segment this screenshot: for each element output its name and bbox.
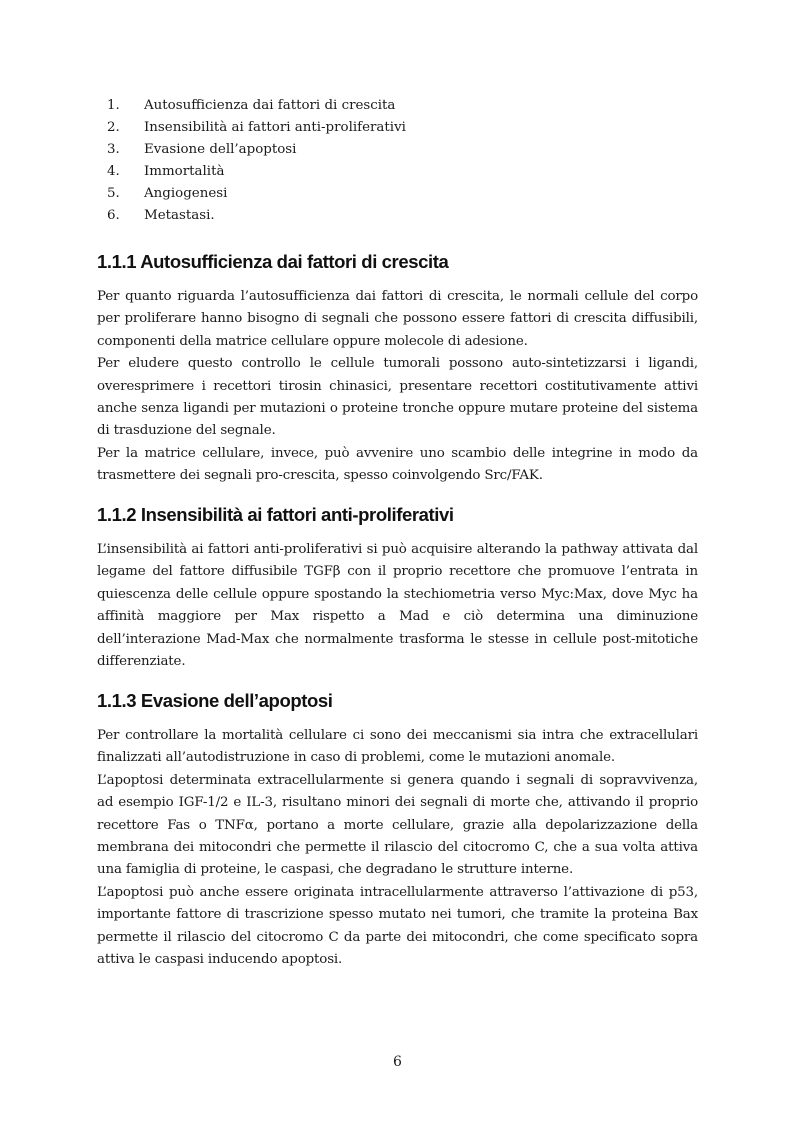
list-text: Evasione dell’apoptosi (144, 142, 297, 157)
list-number: 6. (107, 208, 120, 223)
list-item (97, 205, 406, 227)
paragraph: Per eludere questo controllo le cellule tumorali possono auto-sintetizzarsi i ligandi, overesprimere i recettori tirosin chinasici, presentare recettori costitutivamente attivi anche senza ligandi per mutazioni o proteine tronche oppure mutare proteine del sistema di trasduzione del segnale. (97, 356, 698, 439)
list-item (97, 117, 406, 139)
section-heading: 1.1.3 Evasione dell’apoptosi (97, 690, 333, 711)
list-text: Immortalità (144, 164, 225, 179)
section-insensibilita (97, 502, 698, 673)
list-number: 2. (107, 120, 120, 135)
paragraph: Per la matrice cellulare, invece, può avvenire uno scambio delle integrine in modo da trasmettere dei segnali pro-crescita, spesso coinvolgendo Src/FAK. (97, 445, 698, 484)
paragraph: Per controllare la mortalità cellulare ci sono dei meccanismi sia intra che extracellulari finalizzati all’autodistruzione in caso di problemi, come le mutazioni anomale. (97, 728, 698, 766)
section-autosufficienza (97, 249, 698, 488)
paragraph: L’insensibilità ai fattori anti-proliferativi si può acquisire alterando la pathway attivata dal legame del fattore diffusibile TGFβ con il proprio recettore che promuove l’entrata in quiescenza delle cellule oppure spostando la stechiometria verso Myc:Max, dove Myc ha affinità maggiore per Max rispetto a Mad e ciò determina una diminuzione dell’interazione Mad-Max che normalmente trasforma le stesse in cellule post-mitotiche differenziate. (97, 542, 698, 670)
paragraph: L’apoptosi determinata extracellularmente si genera quando i segnali di sopravvivenza, ad esempio IGF-1/2 e IL-3, risultano minori dei segnali di morte che, attivando il proprio recettore Fas o TNFα, portano a morte cellulare, grazie alla depolarizzazione della membrana dei mitocondri che permette il rilascio del citocromo C, che a sua volta attiva una famiglia di proteine, le caspasi, che degradano le strutture interne. (97, 772, 698, 878)
list-number: 1. (107, 98, 120, 113)
paragraph: Per quanto riguarda l’autosufficienza dai fattori di crescita, le normali cellule del corpo per proliferare hanno bisogno di segnali che possono essere fattori di crescita diffusibili, componenti della matrice cellulare oppure molecole di adesione. (97, 289, 698, 349)
list-item (97, 161, 406, 183)
list-number: 5. (107, 186, 120, 201)
hallmarks-list (97, 95, 406, 227)
list-number: 3. (107, 142, 120, 157)
list-text: Metastasi. (144, 208, 215, 223)
list-item (97, 183, 406, 205)
section-heading: 1.1.1 Autosufficienza dai fattori di crescita (97, 251, 449, 272)
list-number: 4. (107, 164, 120, 179)
section-evasione-apoptosi (97, 688, 698, 971)
list-text: Insensibilità ai fattori anti-proliferativi (144, 120, 406, 135)
list-text: Angiogenesi (144, 186, 228, 201)
page-number: 6 (393, 1054, 402, 1070)
paragraph: L’apoptosi può anche essere originata intracellularmente attraverso l’attivazione di p53, importante fattore di trascrizione spesso mutato nei tumori, che tramite la proteina Bax permette il rilascio del citocromo C da parte dei mitocondri, che come specificato sopra attiva le caspasi inducendo apoptosi. (97, 884, 698, 968)
section-heading: 1.1.2 Insensibilità ai fattori anti-proliferativi (97, 504, 454, 525)
list-text: Autosufficienza dai fattori di crescita (144, 98, 396, 113)
list-item (97, 139, 406, 161)
list-item (97, 95, 406, 117)
